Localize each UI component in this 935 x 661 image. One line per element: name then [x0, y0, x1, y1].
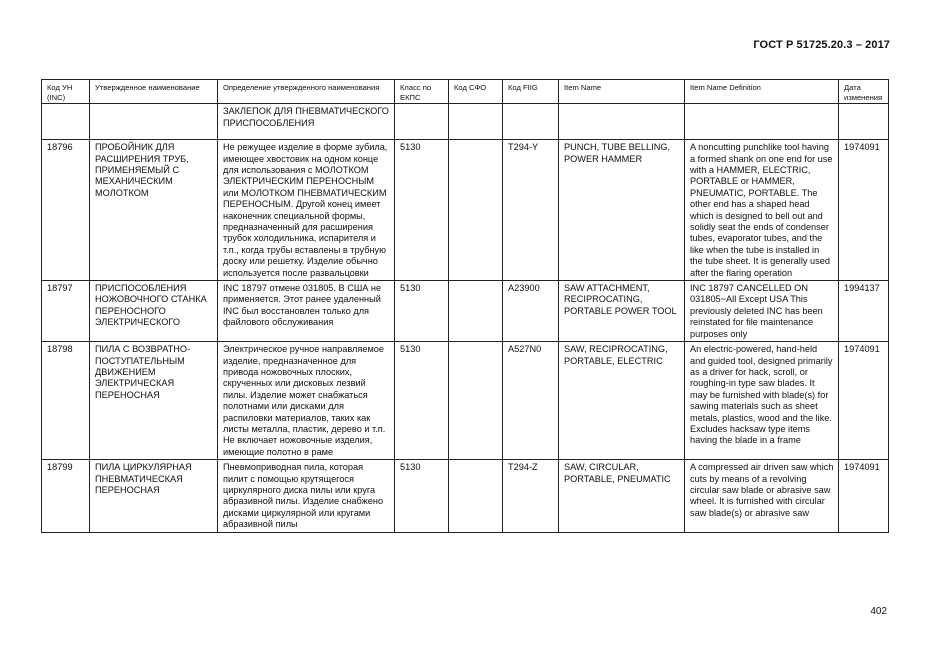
cell-fiig-code: A527N0	[503, 342, 559, 460]
cell-change-date: 1994137	[839, 281, 889, 342]
column-header-change-date: Дата изменения	[839, 80, 889, 104]
document-standard-title: ГОСТ Р 51725.20.3 – 2017	[753, 39, 890, 51]
cell-change-date	[839, 104, 889, 140]
cell-inc: 18796	[42, 140, 90, 281]
cell-definition: Электрическое ручное направляемое изделие, предназначенное для привода ножовочных плоских, скрученных или дисковых лезвий пилы. Изделие может снабжаться полотнами или дисками для распиловки материалов, таких как листы металла, пластик, дерево и т.п. Не включает ножовочные изделия, имеющие полотно в раме	[218, 342, 395, 460]
cell-definition: Не режущее изделие в форме зубила, имеющее хвостовик на одном конце для использования с МОЛОТКОМ ЭЛЕКТРИЧЕСКИМ ПЕРЕНОСНЫМ или МОЛОТКОМ ПНЕВМАТИЧЕСКИМ ПЕРЕНОСНЫМ. Другой конец имеет наконечник специальной формы, предназначенный для расширения трубок холодильника, испарителя и т.п., когда трубы вставлены в трубную доску или решетку. Изделие обычно используется после развальцовки	[218, 140, 395, 281]
cell-fiig-code: T294-Z	[503, 460, 559, 532]
cell-inc	[42, 104, 90, 140]
cell-change-date: 1974091	[839, 140, 889, 281]
cell-definition: INC 18797 отмене 031805. В США не применяется. Этот ранее удаленный INC был восстановлен только для файлового обслуживания	[218, 281, 395, 342]
cell-ekps-class: 5130	[395, 140, 449, 281]
column-header-inc: Код УН (INC)	[42, 80, 90, 104]
cell-approved-name: ПРИСПОСОБЛЕНИЯ НОЖОВОЧНОГО СТАНКА ПЕРЕНОСНОГО ЭЛЕКТРИЧЕСКОГО	[90, 281, 218, 342]
cell-item-name-definition: A noncutting punchlike tool having a formed shank on one end for use with a HAMMER, ELECTRIC, PORTABLE or HAMMER, PNEUMATIC, PORTABLE. The other end has a shaped head which is designed to bell out and solidly seat the ends of condenser tubes, evaporator tubes, and the like when the tube is installed in the tube sheet. It is generally used after the flaring operation	[685, 140, 839, 281]
column-header-item-name: Item Name	[559, 80, 685, 104]
cell-change-date: 1974091	[839, 460, 889, 532]
cell-item-name: SAW, CIRCULAR, PORTABLE, PNEUMATIC	[559, 460, 685, 532]
cell-ekps-class: 5130	[395, 281, 449, 342]
column-header-ekps-class: Класс по ЕКПС	[395, 80, 449, 104]
cell-item-name	[559, 104, 685, 140]
table-row	[42, 104, 889, 140]
cell-inc: 18797	[42, 281, 90, 342]
cell-inc: 18799	[42, 460, 90, 532]
cell-approved-name: ПИЛА С ВОЗВРАТНО-ПОСТУПАТЕЛЬНЫМ ДВИЖЕНИЕМ ЭЛЕКТРИЧЕСКАЯ ПЕРЕНОСНАЯ	[90, 342, 218, 460]
column-header-definition: Определение утвержденного наименования	[218, 80, 395, 104]
table-row	[42, 140, 889, 281]
column-header-item-name-definition: Item Name Definition	[685, 80, 839, 104]
cell-ekps-class: 5130	[395, 342, 449, 460]
cell-item-name: PUNCH, TUBE BELLING, POWER HAMMER	[559, 140, 685, 281]
table-header-row	[42, 80, 889, 104]
table-row	[42, 342, 889, 460]
inc-table	[41, 79, 889, 533]
cell-item-name: SAW, RECIPROCATING, PORTABLE, ELECTRIC	[559, 342, 685, 460]
cell-item-name-definition: A compressed air driven saw which cuts by means of a revolving circular saw blade or abrasive saw wheel. It is furnished with circular saw blade(s) or abrasive saw	[685, 460, 839, 532]
cell-fiig-code: A23900	[503, 281, 559, 342]
column-header-sfo-code: Код СФО	[449, 80, 503, 104]
cell-item-name-definition	[685, 104, 839, 140]
cell-change-date: 1974091	[839, 342, 889, 460]
cell-ekps-class	[395, 104, 449, 140]
cell-sfo-code	[449, 460, 503, 532]
column-header-approved-name: Утвержденное наименование	[90, 80, 218, 104]
column-header-fiig-code: Код FIIG	[503, 80, 559, 104]
cell-sfo-code	[449, 140, 503, 281]
cell-fiig-code: T294-Y	[503, 140, 559, 281]
table-row	[42, 460, 889, 532]
cell-approved-name: ПИЛА ЦИРКУЛЯРНАЯ ПНЕВМАТИЧЕСКАЯ ПЕРЕНОСНАЯ	[90, 460, 218, 532]
page-number: 402	[870, 606, 887, 617]
cell-item-name-definition: An electric-powered, hand-held and guided tool, designed primarily as a driver for hack, scroll, or roughing-in type saw blades. It may be furnished with blade(s) for sawing materials such as sheet metals, plastics, wood and the like. Excludes hacksaw type items having the blade in a frame	[685, 342, 839, 460]
cell-sfo-code	[449, 104, 503, 140]
cell-definition: ЗАКЛЕПОК ДЛЯ ПНЕВМАТИЧЕСКОГО ПРИСПОСОБЛЕНИЯ	[218, 104, 395, 140]
cell-item-name-definition: INC 18797 CANCELLED ON 031805~All Except USA This previously deleted INC has been reinstated for file maintenance purposes only	[685, 281, 839, 342]
cell-definition: Пневмоприводная пила, которая пилит с помощью крутящегося циркулярного диска пилы или круга абразивной пилы. Изделие снабжено дисками циркулярной или кругами абразивной пилы	[218, 460, 395, 532]
cell-approved-name: ПРОБОЙНИК ДЛЯ РАСШИРЕНИЯ ТРУБ, ПРИМЕНЯЕМЫЙ С МЕХАНИЧЕСКИМ МОЛОТКОМ	[90, 140, 218, 281]
cell-ekps-class: 5130	[395, 460, 449, 532]
cell-approved-name	[90, 104, 218, 140]
table-row	[42, 281, 889, 342]
cell-sfo-code	[449, 281, 503, 342]
cell-fiig-code	[503, 104, 559, 140]
cell-item-name: SAW ATTACHMENT, RECIPROCATING, PORTABLE POWER TOOL	[559, 281, 685, 342]
cell-inc: 18798	[42, 342, 90, 460]
cell-sfo-code	[449, 342, 503, 460]
